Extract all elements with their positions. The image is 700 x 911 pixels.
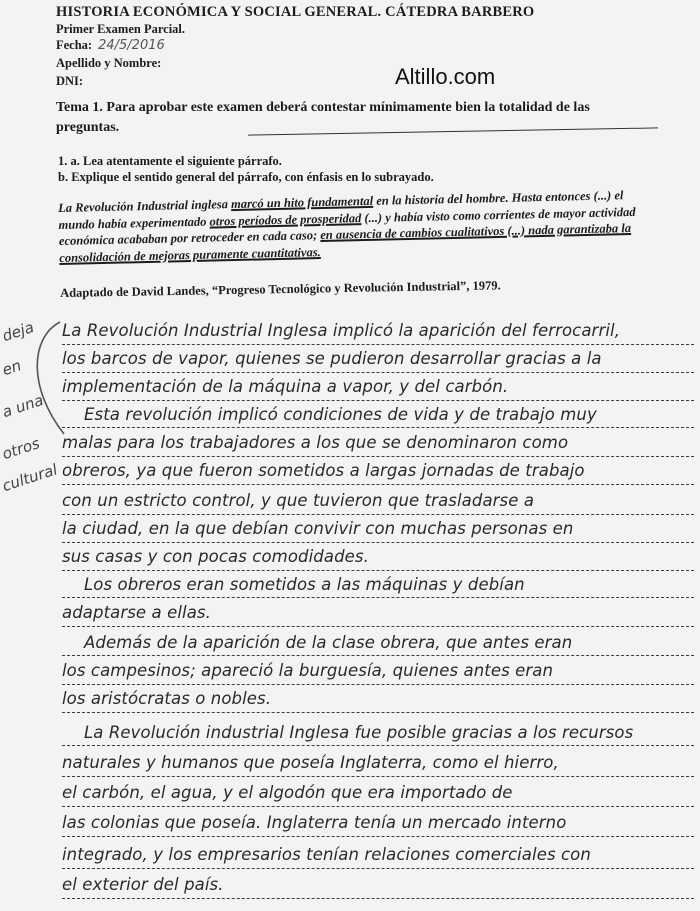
margin-note: otros	[0, 434, 42, 464]
answer-line: Esta revolución implicó condiciones de vida y de trabajo muy	[62, 402, 694, 428]
answer-line: naturales y humanos que poseía Inglaterra, como el hierro,	[62, 750, 694, 777]
answer-line: los campesinos; apareció la burguesía, quienes antes eran	[62, 658, 694, 685]
answer-line: sus casas y con pocas comodidades.	[62, 544, 694, 571]
tema-instructions: Tema 1. Para aprobar este examen deberá contestar mínimamente bien la totalidad de las preguntas.	[56, 100, 590, 135]
question-b: b. Explique el sentido general del párrafo, con énfasis en lo subrayado.	[58, 170, 434, 184]
answer-line: La Revolución industrial Inglesa fue posible gracias a los recursos	[62, 720, 694, 746]
exam-title: Primer Examen Parcial.	[56, 22, 186, 36]
margin-note: deja	[0, 318, 37, 346]
quote-text-2: en la historia del hombre. Hasta entonces (...) el mundo había experimentado	[58, 188, 624, 232]
answer-line: Además de la aparición de la clase obrera, que antes eran	[62, 630, 694, 656]
answer-line: Los obreros eran sometidos a las máquinas y debían	[62, 572, 694, 598]
quote-text-3: (...) y había visto como corrientes de mayor actividad económica acababan por retroceder en cada caso;	[58, 204, 636, 248]
quote-underlined-3: en ausencia de cambios cualitativos (...) nada garantizaba la consolidación de mejoras puramente cuantitativas.	[59, 221, 632, 265]
quote-underlined-1: marcó un hito fundamental	[230, 193, 374, 212]
answer-line: con un estricto control, y que tuvieron que trasladarse a	[62, 488, 694, 515]
answer-line: integrado, y los empresarios tenían relaciones comerciales con	[62, 842, 694, 869]
answer-line: La Revolución Industrial Inglesa implicó la aparición del ferrocarril,	[62, 318, 694, 345]
quote-underlined-2: otros períodos de prosperidad	[209, 210, 362, 229]
answer-line: malas para los trabajadores a los que se denominaron como	[62, 430, 694, 457]
name-label: Apellido y Nombre:	[56, 56, 162, 70]
quote-text-1: La Revolución Industrial inglesa	[58, 197, 232, 215]
question-a: 1. a. Lea atentamente el siguiente párrafo.	[58, 154, 282, 168]
margin-note: a una	[0, 390, 46, 422]
margin-note: cultural	[0, 460, 60, 496]
dni-label: DNI:	[56, 74, 84, 88]
course-title: HISTORIA ECONÓMICA Y SOCIAL GENERAL. CÁTEDRA BARBERO	[56, 4, 535, 20]
answer-line: los barcos de vapor, quienes se pudieron desarrollar gracias a la	[62, 346, 694, 373]
margin-note: en	[0, 356, 24, 380]
answer-line: la ciudad, en la que debían convivir con muchas personas en	[62, 516, 694, 543]
answer-line: el carbón, el agua, y el algodón que era importado de	[62, 780, 694, 807]
answer-line: el exterior del país.	[62, 872, 694, 899]
answer-line: adaptarse a ellas.	[62, 600, 694, 627]
answer-line: las colonias que poseía. Inglaterra tenía un mercado interno	[62, 810, 694, 837]
answer-line: implementación de la máquina a vapor, y del carbón.	[62, 374, 694, 401]
answer-line: los aristócratas o nobles.	[62, 686, 694, 713]
date-row	[56, 38, 165, 53]
date-label: Fecha:	[56, 38, 93, 52]
answer-line: obreros, ya que fueron sometidos a largas jornadas de trabajo	[62, 458, 694, 485]
date-value: 24/5/2016	[98, 38, 165, 53]
quote-paragraph	[58, 187, 649, 266]
quote-source: Adaptado de David Landes, “Progreso Tecnológico y Revolución Industrial”, 1979.	[60, 278, 501, 300]
watermark: Altillo.com	[395, 64, 496, 89]
